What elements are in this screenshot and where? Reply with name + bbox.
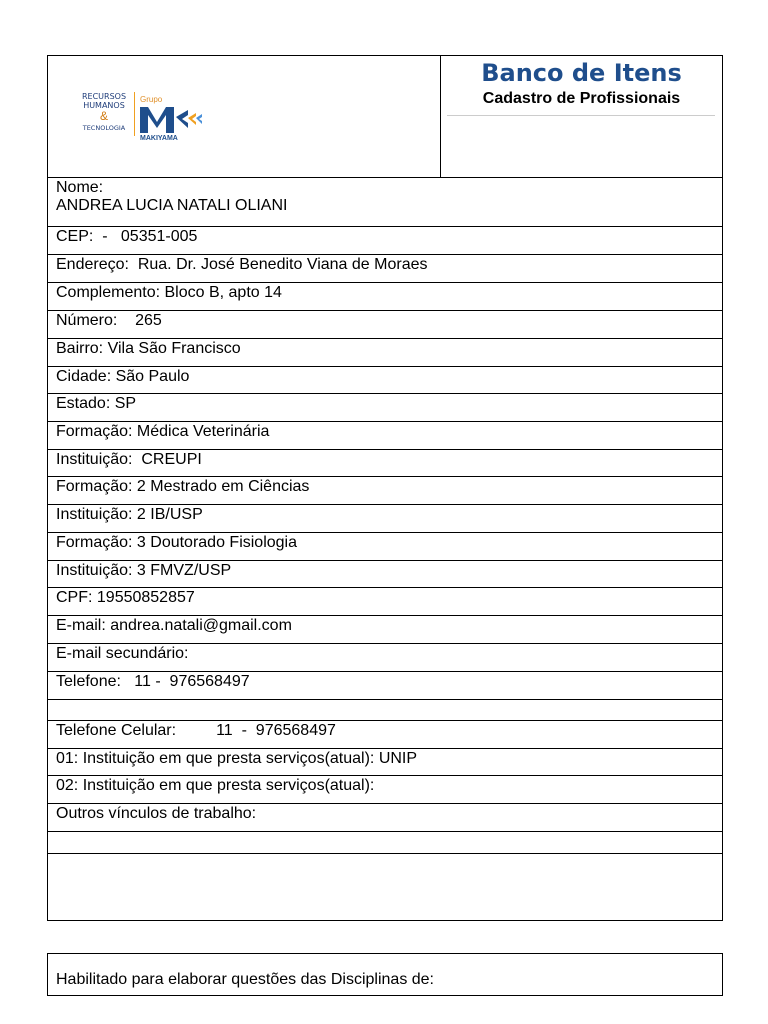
- field-endereco: [48, 254, 722, 282]
- logo-text-recursos: RECURSOS: [81, 92, 127, 101]
- disciplinas-section: [47, 953, 723, 996]
- field-empty-row: [48, 699, 722, 720]
- page-title: Banco de Itens: [481, 59, 682, 87]
- field-instituicao-3-text: Instituição: 3 FMVZ/USP: [56, 562, 232, 579]
- field-email-text: E-mail: andrea.natali@gmail.com: [56, 617, 292, 634]
- field-instituicao-2: [48, 504, 722, 532]
- field-nome-label: Nome:: [56, 179, 104, 196]
- logo-text-amp: &: [99, 109, 108, 123]
- field-instituicao-atual-01: [48, 748, 722, 775]
- logo-divider: [134, 92, 135, 136]
- field-email-secundario-text: E-mail secundário:: [56, 645, 189, 662]
- field-cep-text: CEP: - 05351-005: [56, 228, 198, 245]
- logo-text-tecnologia: TECNOLOGIA: [82, 124, 126, 132]
- field-formacao-1-text: Formação: Médica Veterinária: [56, 423, 270, 440]
- logo-cell: [48, 56, 441, 177]
- field-blank-row: [48, 831, 722, 853]
- field-estado: [48, 393, 722, 421]
- field-formacao-2: [48, 476, 722, 504]
- field-formacao-1: [48, 421, 722, 449]
- disciplinas-label: Habilitado para elaborar questões das Disciplinas de:: [56, 971, 434, 988]
- field-endereco-text: Endereço: Rua. Dr. José Benedito Viana de Moraes: [56, 256, 428, 273]
- field-formacao-3: [48, 532, 722, 560]
- field-telefone-celular: [48, 720, 722, 748]
- field-cidade: [48, 366, 722, 393]
- field-estado-text: Estado: SP: [56, 395, 137, 412]
- field-cpf: [48, 587, 722, 615]
- field-bairro: [48, 338, 722, 366]
- makiyama-logo-icon: [138, 92, 228, 142]
- form-header: [48, 56, 722, 177]
- field-instituicao-1: [48, 449, 722, 476]
- rh-tecnologia-logo: [74, 92, 134, 132]
- field-instituicao-2-text: Instituição: 2 IB/USP: [56, 506, 203, 523]
- field-email: [48, 615, 722, 643]
- field-instituicao-1-text: Instituição: CREUPI: [56, 451, 202, 468]
- field-telefone: [48, 671, 722, 699]
- field-formacao-2-text: Formação: 2 Mestrado em Ciências: [56, 478, 310, 495]
- field-formacao-3-text: Formação: 3 Doutorado Fisiologia: [56, 534, 298, 551]
- registration-form: [47, 55, 723, 921]
- field-blank-area: [48, 853, 722, 920]
- logo-text-grupo: Grupo: [140, 95, 163, 104]
- logo-text-makiyama: MAKIYAMA: [140, 135, 178, 142]
- field-numero: [48, 310, 722, 338]
- page-subtitle: Cadastro de Profissionais: [482, 90, 681, 107]
- field-outros-vinculos-text: Outros vínculos de trabalho:: [56, 805, 257, 822]
- field-outros-vinculos: [48, 803, 722, 831]
- logo-text-humanos: HUMANOS: [83, 101, 125, 110]
- field-instituicao-atual-02: [48, 775, 722, 803]
- field-email-secundario: [48, 643, 722, 671]
- field-numero-text: Número: 265: [56, 312, 162, 329]
- field-instituicao-atual-02-text: 02: Instituição em que presta serviços(atual):: [56, 777, 375, 794]
- field-nome-value: ANDREA LUCIA NATALI OLIANI: [56, 197, 288, 214]
- field-bairro-text: Bairro: Vila São Francisco: [56, 340, 241, 357]
- field-complemento: [48, 282, 722, 310]
- field-complemento-text: Complemento: Bloco B, apto 14: [56, 284, 282, 301]
- field-instituicao-atual-01-text: 01: Instituição em que presta serviços(atual): UNIP: [56, 750, 418, 767]
- title-divider: [447, 115, 715, 116]
- field-telefone-celular-text: Telefone Celular: 11 - 976568497: [56, 722, 336, 739]
- field-cpf-text: CPF: 19550852857: [56, 589, 195, 606]
- field-instituicao-3: [48, 560, 722, 587]
- field-nome: [48, 177, 722, 226]
- field-cidade-text: Cidade: São Paulo: [56, 368, 190, 385]
- field-cep: [48, 226, 722, 254]
- field-telefone-text: Telefone: 11 - 976568497: [56, 673, 250, 690]
- title-cell: [441, 56, 722, 177]
